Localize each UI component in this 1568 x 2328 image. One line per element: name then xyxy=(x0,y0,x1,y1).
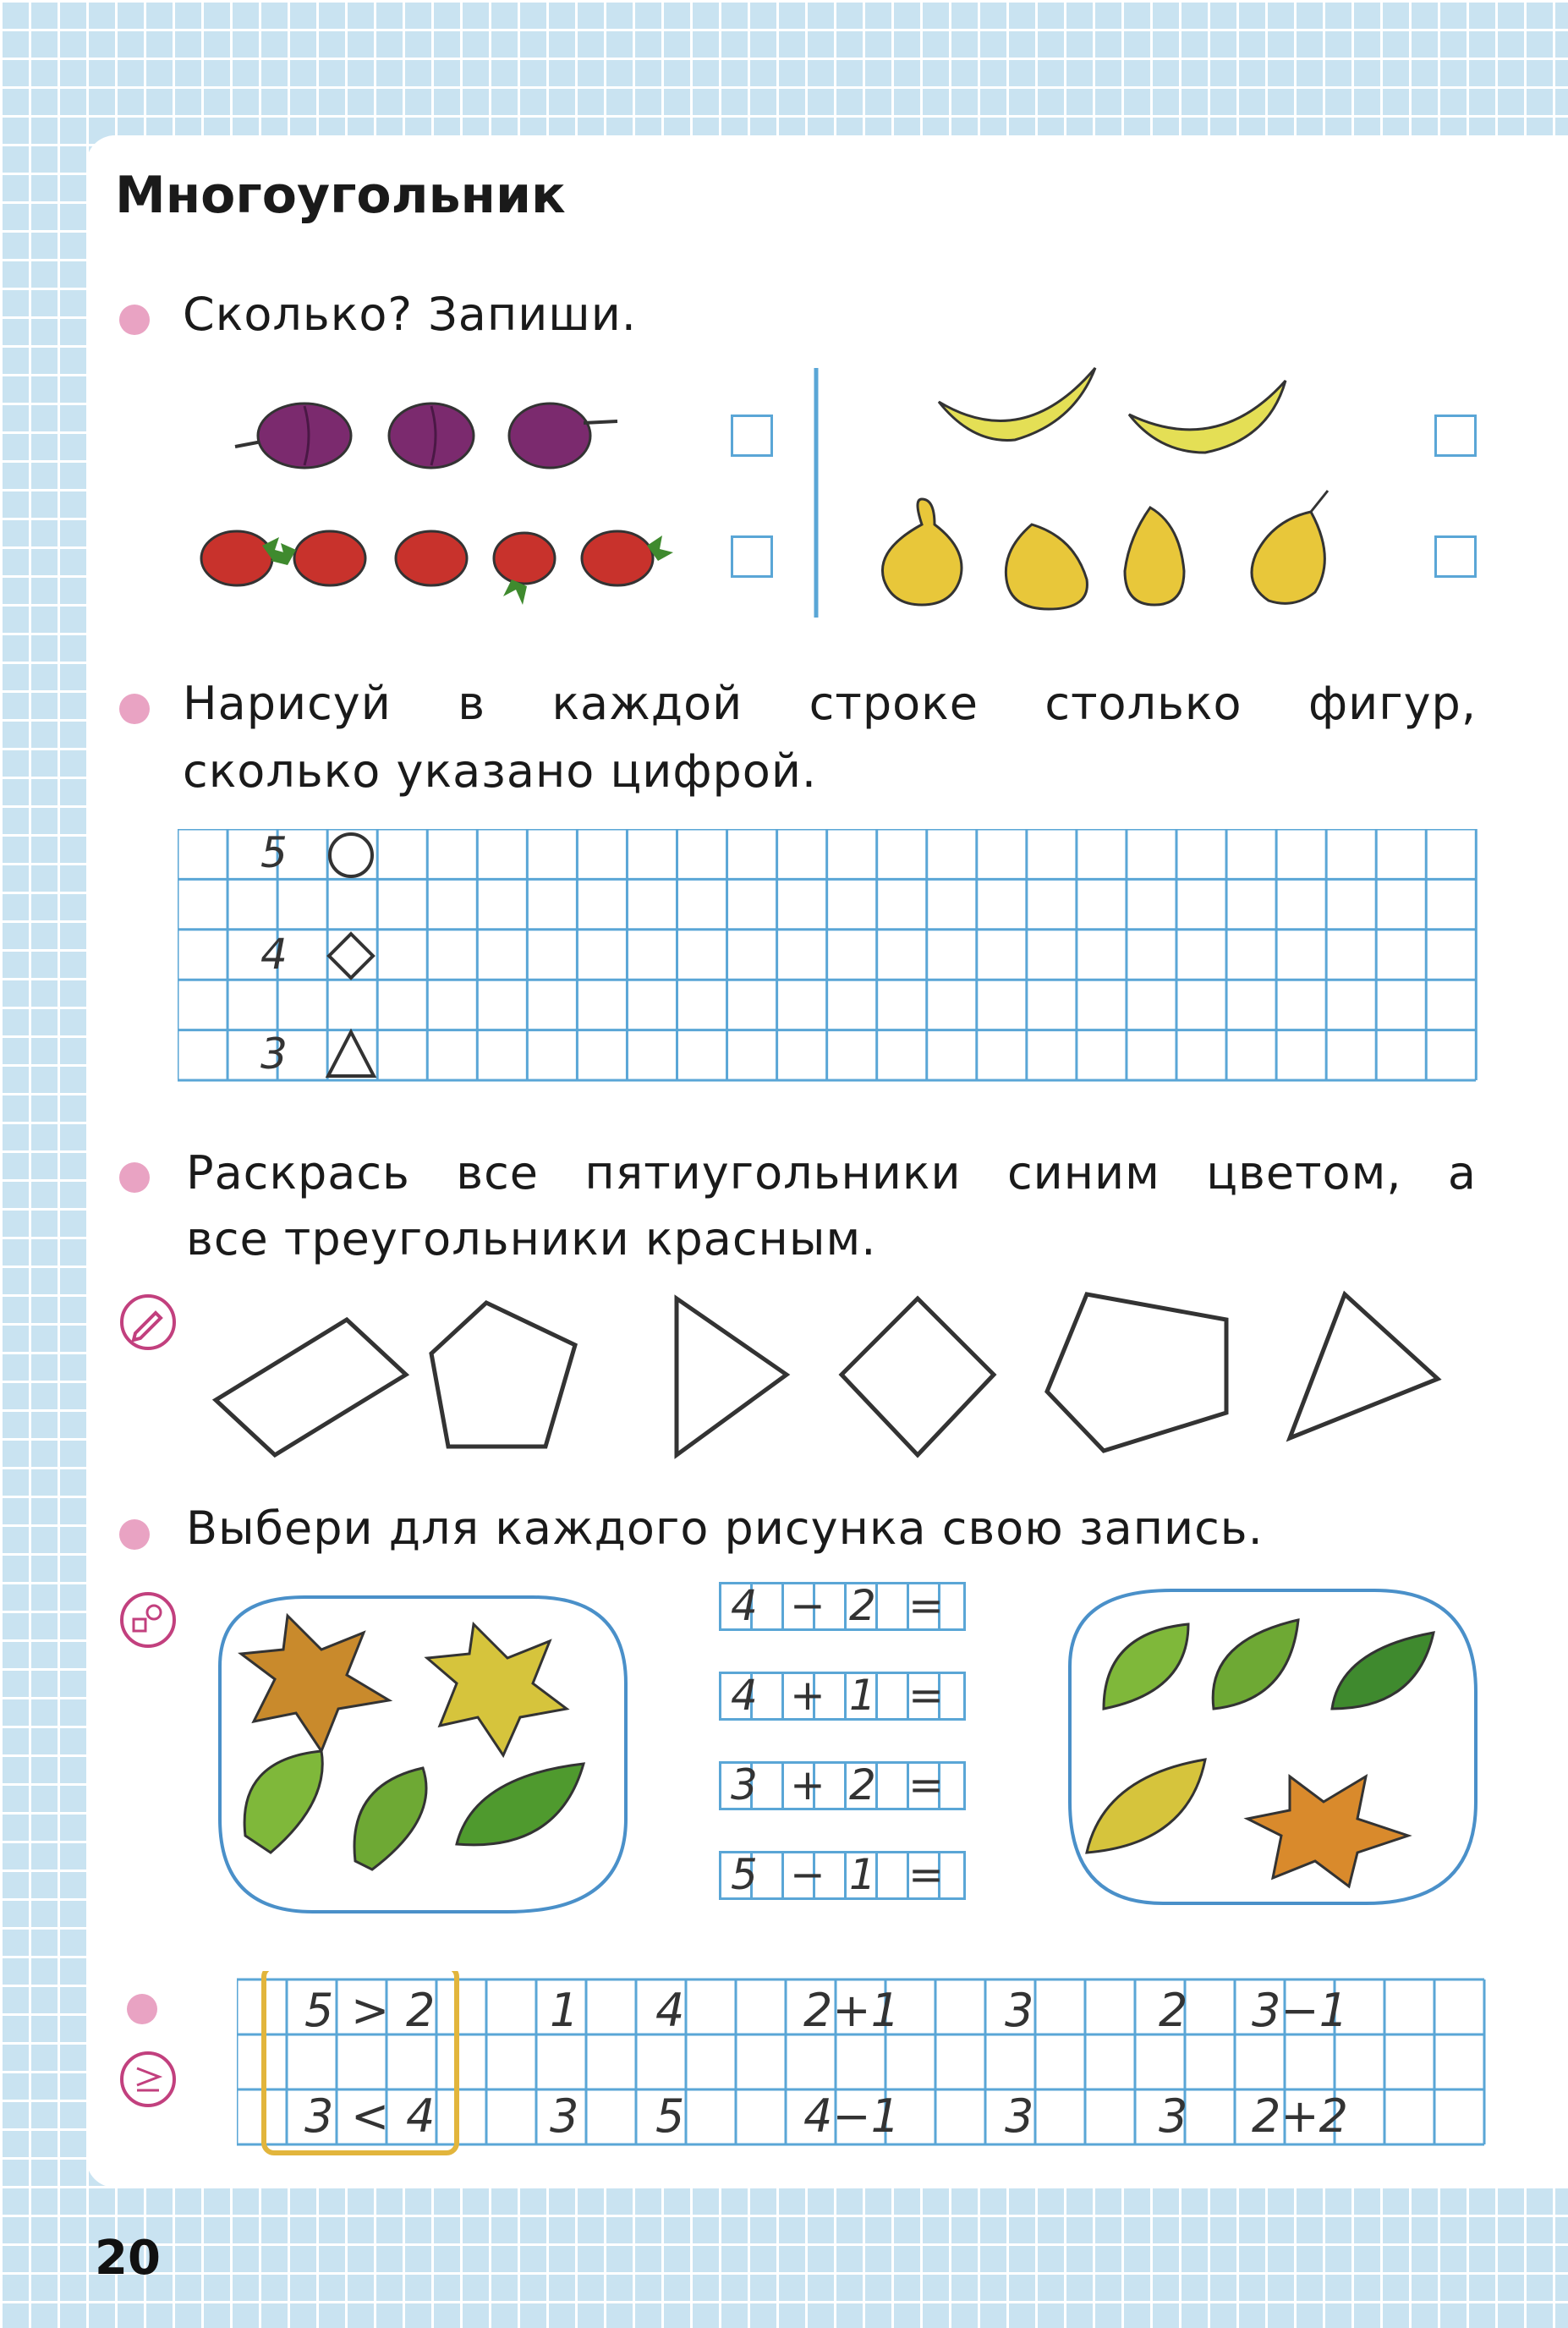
answer-box-bananas[interactable] xyxy=(1434,415,1477,457)
expression-part: 1 xyxy=(849,1849,881,1899)
expression-part: − xyxy=(790,1849,831,1899)
expression-card[interactable] xyxy=(719,1761,966,1810)
page-title: Многоугольник xyxy=(115,166,566,225)
triangle-icon xyxy=(328,1032,374,1076)
compare-grid[interactable] xyxy=(237,1971,1489,2157)
expression-card[interactable] xyxy=(719,1582,966,1631)
expression-part: 1 xyxy=(849,1670,881,1720)
leaves-group-left xyxy=(203,1582,643,1920)
row-digit: 5 xyxy=(260,829,288,877)
strawberry-icon xyxy=(582,531,673,585)
expression-part: + xyxy=(790,1760,831,1809)
rhombus-shape[interactable] xyxy=(842,1299,994,1455)
oak-leaf-icon xyxy=(1213,1620,1298,1709)
pear-icon xyxy=(1125,508,1184,605)
example-token: 2 xyxy=(406,1984,436,2037)
rectangle-shape[interactable] xyxy=(216,1320,406,1455)
triangle-shape[interactable] xyxy=(1290,1294,1438,1438)
plum-icon xyxy=(509,404,617,468)
oak-leaf-icon xyxy=(457,1764,584,1845)
expression-part: + xyxy=(790,1670,831,1720)
oak-leaf-icon xyxy=(354,1768,426,1870)
task-bullet xyxy=(119,1162,150,1193)
task-bullet xyxy=(119,1519,150,1550)
task-color-line2: все треугольники красным. xyxy=(186,1212,877,1266)
example-token: 5 xyxy=(304,1984,334,2037)
compare-item: 5 xyxy=(655,2089,685,2143)
compare-item: 3 xyxy=(1005,2089,1034,2143)
example-token: 4 xyxy=(406,2089,436,2143)
task-draw-line2: сколько указано цифрой. xyxy=(183,744,818,798)
oak-leaf-icon xyxy=(1332,1633,1434,1709)
expression-part: 3 xyxy=(731,1760,763,1809)
compare-item: 2+2 xyxy=(1252,2089,1348,2143)
leaves-group-right xyxy=(1044,1573,1484,1912)
shapes-icon xyxy=(120,1592,176,1648)
maple-leaf-icon xyxy=(241,1616,389,1751)
expression-card[interactable] xyxy=(719,1851,966,1900)
plum-icon xyxy=(389,404,474,468)
answer-box-strawberries[interactable] xyxy=(731,535,773,578)
compare-icon xyxy=(120,2051,176,2107)
expression-part: 2 xyxy=(849,1760,881,1809)
expression-card[interactable] xyxy=(719,1672,966,1721)
compare-item: 1 xyxy=(550,1984,579,2037)
expression-part: 4 xyxy=(731,1670,763,1720)
pentagon-shape[interactable] xyxy=(1047,1294,1226,1451)
compare-item: 3 xyxy=(1159,2089,1188,2143)
compare-item: 4 xyxy=(655,1984,685,2037)
pencil-icon xyxy=(120,1294,176,1350)
example-token: > xyxy=(351,1984,390,2037)
drawing-grid[interactable] xyxy=(178,829,1480,1083)
page-number: 20 xyxy=(95,2231,161,2286)
oak-leaf-icon xyxy=(244,1751,322,1853)
answer-box-pears[interactable] xyxy=(1434,535,1477,578)
row-digit: 4 xyxy=(260,930,288,979)
circle-icon xyxy=(330,834,372,876)
strawberry-icon xyxy=(271,531,365,585)
plum-icon xyxy=(235,404,351,468)
task-count-text: Сколько? Запиши. xyxy=(183,288,637,341)
banana-icon xyxy=(939,368,1095,440)
compare-item: 4−1 xyxy=(803,2089,900,2143)
maple-leaf-icon xyxy=(427,1624,567,1755)
compare-item: 3 xyxy=(1005,1984,1034,2037)
compare-item: 2 xyxy=(1159,1984,1188,2037)
example-token: 3 xyxy=(304,2089,334,2143)
expression-part: = xyxy=(908,1580,949,1630)
diamond-icon xyxy=(329,934,373,978)
banana-icon xyxy=(1129,381,1286,453)
compare-item: 3−1 xyxy=(1252,1984,1348,2037)
pentagon-shape[interactable] xyxy=(431,1303,575,1447)
task-color-line1: Раскрась все пятиугольники синим цветом, а xyxy=(186,1146,1477,1200)
pear-icon xyxy=(882,499,962,605)
strawberry-icon xyxy=(494,533,555,605)
task-choose-text: Выбери для каждого рисунка свою запись. xyxy=(186,1502,1264,1555)
expression-part: 5 xyxy=(731,1849,763,1899)
answer-box-plums[interactable] xyxy=(731,415,773,457)
maple-leaf-icon xyxy=(1247,1776,1408,1886)
strawberry-icon xyxy=(396,531,467,585)
expression-part: = xyxy=(908,1670,949,1720)
oak-leaf-icon xyxy=(1087,1760,1205,1853)
expression-part: 2 xyxy=(849,1580,881,1630)
oak-leaf-icon xyxy=(1104,1624,1188,1709)
shapes-row xyxy=(203,1282,1455,1476)
row-digit: 3 xyxy=(260,1029,288,1079)
task-bullet xyxy=(119,305,150,335)
strawberry-icon xyxy=(201,531,290,585)
task-bullet xyxy=(127,1994,157,2024)
expression-part: 4 xyxy=(731,1580,763,1630)
example-token: < xyxy=(351,2089,390,2143)
task-bullet xyxy=(119,694,150,724)
expression-part: = xyxy=(908,1849,949,1899)
pear-icon xyxy=(1006,524,1087,609)
task-draw-line1: Нарисуй в каждой строке столько фигур, xyxy=(183,677,1477,730)
expression-part: − xyxy=(790,1580,831,1630)
triangle-shape[interactable] xyxy=(677,1299,787,1455)
compare-item: 3 xyxy=(550,2089,579,2143)
compare-item: 2+1 xyxy=(803,1984,900,2037)
fruit-illustrations xyxy=(178,355,1531,626)
expression-part: = xyxy=(908,1760,949,1809)
pear-icon xyxy=(1252,491,1328,603)
